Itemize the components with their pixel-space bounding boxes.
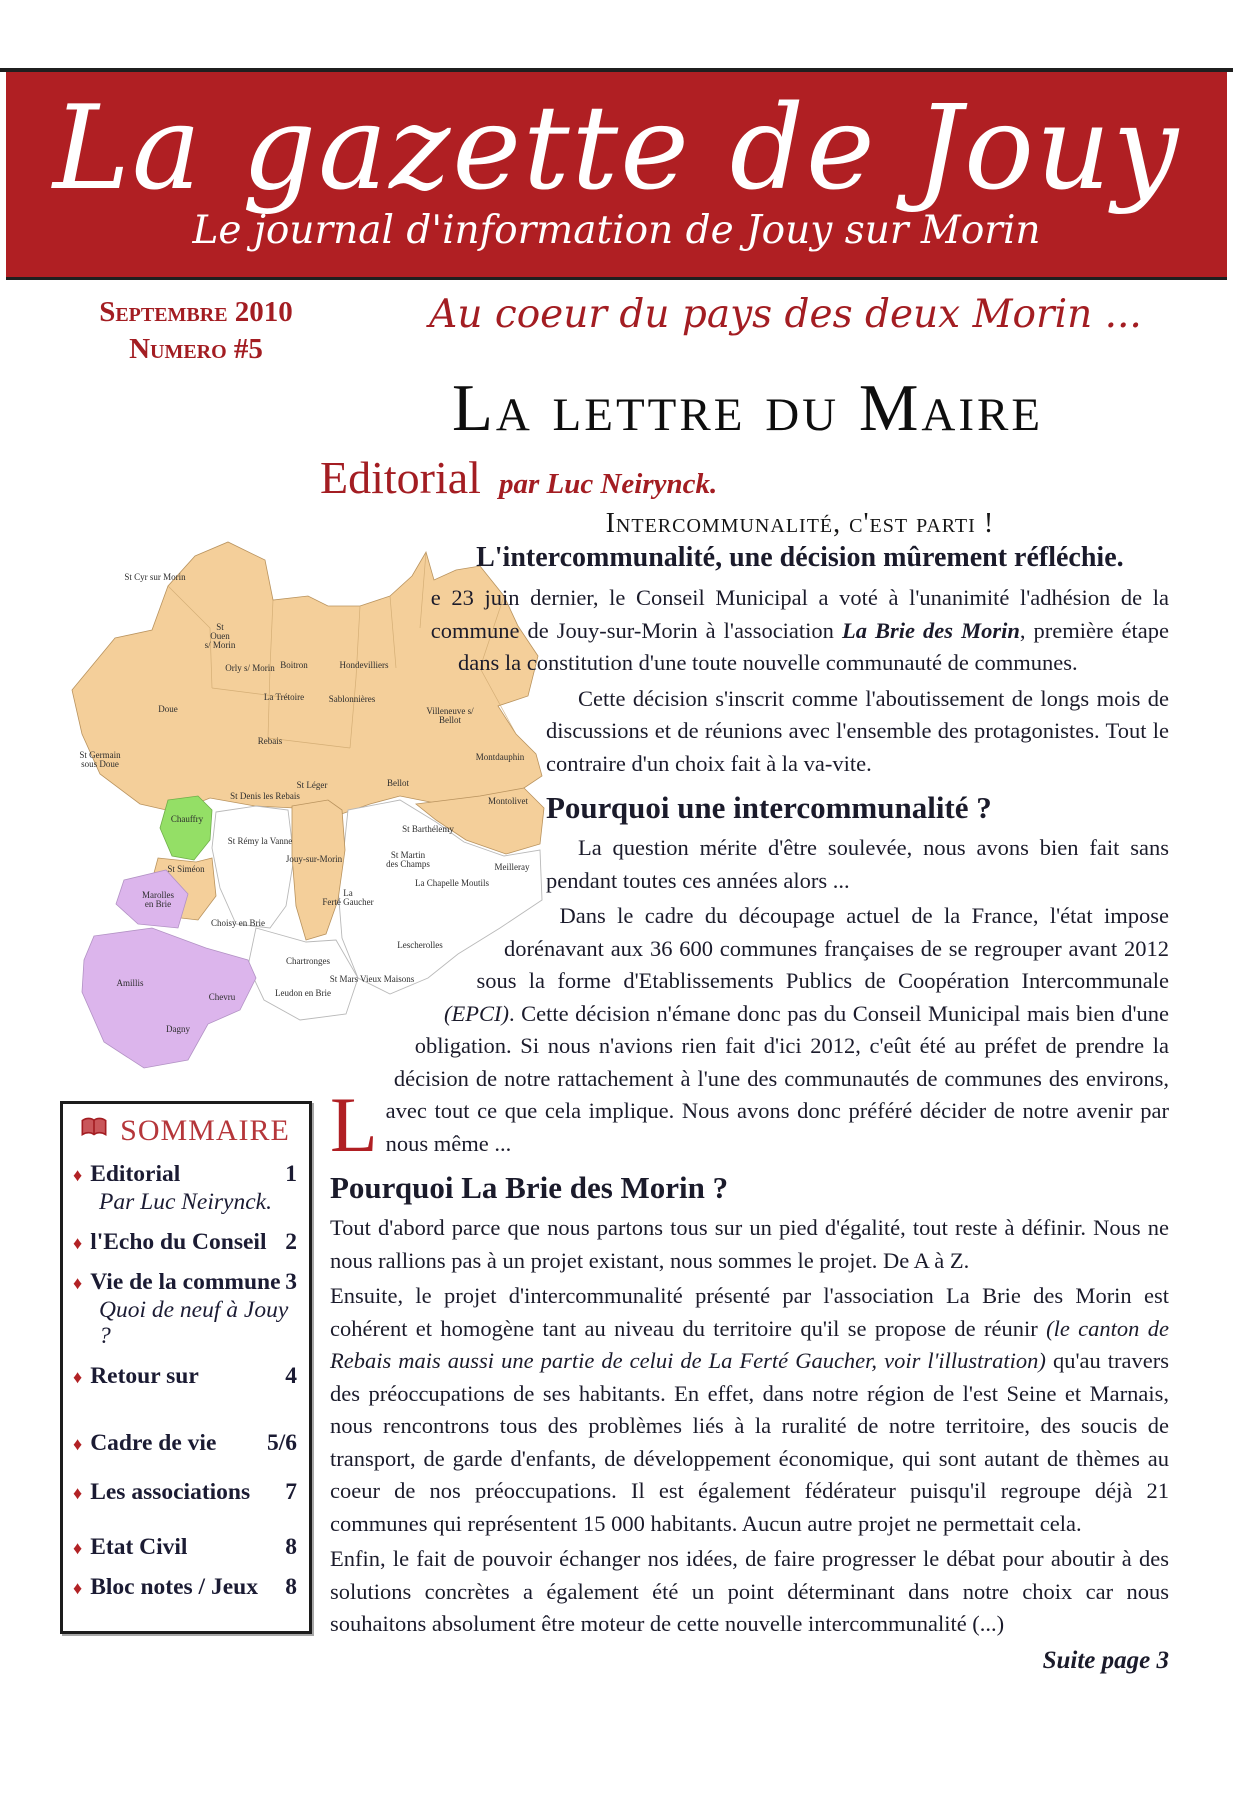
sommaire-item-label: l'Echo du Conseil <box>90 1229 267 1256</box>
sommaire-item[interactable] <box>73 1363 297 1390</box>
map-commune-label: Chauffry <box>170 814 204 825</box>
map-commune-label: Orly s/ Morin <box>225 663 275 674</box>
map-commune-label: St Mars Vieux Maisons <box>329 974 415 985</box>
map-region-jouy-sur-morin <box>292 800 345 940</box>
newspaper-title: La gazette de Jouy <box>52 81 1181 216</box>
article-h2: Pourquoi La Brie des Morin ? <box>330 1170 729 1206</box>
map-commune-label: St Martin des Champs <box>386 850 430 870</box>
sommaire-item[interactable] <box>73 1161 297 1188</box>
text-segment: Enfin, le fait de pouvoir échanger nos idées, de faire progresser le débat pour aboutir à des solutions concrètes a également été un point déterminant dans notre choix car nous souhaitons absolument être moteur de cette nouvelle intercommunalité (...) <box>330 1546 1169 1637</box>
sommaire-item-sub: Par Luc Neirynck. <box>99 1189 272 1216</box>
issue-block <box>62 294 330 369</box>
map-commune-label: La Chapelle Moutils <box>415 878 489 889</box>
map-region-st-remy <box>212 806 294 928</box>
article-h2: Pourquoi une intercommunalité ? <box>545 790 992 826</box>
diamond-bullet-icon: ♦ <box>73 1233 83 1254</box>
map-commune-label: Marolles en Brie <box>142 890 174 910</box>
map-commune-label: Doue <box>158 704 178 715</box>
sommaire-item-page: 3 <box>285 1269 297 1296</box>
map-commune-label: Hondevilliers <box>339 660 389 671</box>
sommaire-item-label: Cadre de vie <box>90 1429 217 1456</box>
editorial-header <box>320 451 1169 504</box>
text-segment: (EPCI) <box>444 1000 509 1026</box>
sommaire-item-label: Editorial <box>90 1161 181 1188</box>
text-segment: qu'au travers des préoccupations de ses habitants. En effet, dans notre région de l'est Seine et Marnais, nous rencontrons tous des problèmes liés à la ruralité de notre territoire, des soucis de transport, de garde d'enfants, de développement économique, qui sont autant de thèmes au coeur de nos préoccupations. Il est également fédérateur puisqu'il regroupe déjà 21 communes qui représentent 15 000 habitants. Aucun autre projet ne permettait cela. <box>330 1348 1169 1536</box>
editorial-heading: Editorial <box>320 452 481 504</box>
sommaire-items <box>73 1161 297 1601</box>
sommaire-item-label: Vie de la commune <box>90 1269 281 1296</box>
map-commune-label: Lescherolles <box>397 940 443 951</box>
sommaire-item-label: Retour sur <box>90 1362 199 1389</box>
map-commune-label: La Ferté Gaucher <box>322 888 374 908</box>
sommaire-item[interactable] <box>73 1430 297 1457</box>
text-segment: La Brie des Morin <box>841 617 1020 643</box>
diamond-bullet-icon: ♦ <box>73 1433 83 1454</box>
diamond-bullet-icon: ♦ <box>73 1273 83 1294</box>
sommaire-item-page: 5/6 <box>266 1429 297 1456</box>
article <box>60 451 1169 1675</box>
issue-row <box>0 280 1233 369</box>
sommaire-item[interactable] <box>73 1479 297 1506</box>
map-commune-label: Villeneuve s/ Bellot <box>426 706 474 726</box>
sommaire-header <box>73 1114 297 1148</box>
sommaire-item-page: 2 <box>285 1229 297 1256</box>
text-segment: . Cette décision n'émane donc pas du Conseil Municipal mais bien d'une obligation. Si nous n'avions rien fait d'ici 2012, c'eût été au préfet de prendre la décision de notre rattachement à l'une des communautés de communes des environs, avec tout ce que cela implique. Nous avons donc préféré décider de notre avenir par nous même ... <box>385 1000 1169 1156</box>
newspaper-subtitle: Le journal d'information de Jouy sur Morin <box>192 207 1041 253</box>
sommaire-item[interactable] <box>73 1229 297 1256</box>
article-kicker: Intercommunalité, c'est parti ! <box>605 508 995 540</box>
sommaire-item-page: 8 <box>285 1533 297 1560</box>
map-commune-label: St Cyr sur Morin <box>124 572 186 583</box>
map-commune-label: Bellot <box>387 778 409 789</box>
map-commune-label: St Rémy la Vanne <box>227 836 293 847</box>
sommaire-item-sub: Quoi de neuf à Jouy ? <box>99 1297 289 1349</box>
issue-date: Septembre 2010 <box>99 295 293 328</box>
sommaire-item-label: Les associations <box>90 1478 251 1505</box>
map-commune-label: St Germain sous Doue <box>79 750 121 770</box>
sommaire-box <box>60 1101 312 1634</box>
diamond-bullet-icon: ♦ <box>73 1577 83 1598</box>
diamond-bullet-icon: ♦ <box>73 1165 83 1186</box>
map-commune-label: St Léger <box>296 780 328 791</box>
text-segment: La question mérite d'être soulevée, nous avons bien fait sans pendant toutes ces années alors ... <box>545 835 1169 893</box>
diamond-bullet-icon: ♦ <box>73 1537 83 1558</box>
sommaire-item-page: 7 <box>285 1478 297 1505</box>
map-commune-label: Sablonnières <box>328 694 376 705</box>
sommaire-title: SOMMAIRE <box>120 1114 290 1148</box>
sommaire-item[interactable] <box>73 1534 297 1561</box>
text-segment: , première étape dans la constitution d'une toute nouvelle communauté de communes. <box>458 617 1169 676</box>
article-continuation: Suite page 3 <box>1042 1646 1169 1674</box>
issue-number: Numero #5 <box>129 333 263 366</box>
text-segment: (le canton de Rebais mais aussi une partie de celui de La Ferté Gaucher, voir l'illustration) <box>330 1315 1169 1374</box>
sommaire-item[interactable] <box>73 1574 297 1601</box>
book-icon <box>80 1117 108 1143</box>
map-commune-label: St Denis les Rebais <box>230 791 300 802</box>
map-region-chauffry <box>160 796 212 860</box>
map-commune-label: Chevru <box>208 992 236 1003</box>
map-commune-label: St Siméon <box>167 864 205 875</box>
map-commune-label: Montdauphin <box>475 752 525 763</box>
diamond-bullet-icon: ♦ <box>73 1366 83 1387</box>
text-segment: e 23 juin dernier, le Conseil Municipal a voté à l'unanimité l'adhésion de la commune de Jouy-sur-Morin à l'association <box>430 585 1169 643</box>
map-commune-label: Dagny <box>166 1024 190 1035</box>
sommaire-item-page: 8 <box>285 1573 297 1600</box>
map-commune-label: Boitron <box>280 660 308 671</box>
tagline: Au coeur du pays des deux Morin ... <box>429 291 1142 337</box>
text-segment: Tout d'abord parce que nous partons tous sur un pied d'égalité, tout reste à définir. Nous ne nous rallions pas à un projet existant, nous sommes le projet. De A à Z. <box>330 1215 1169 1273</box>
map-commune-label: Amillis <box>116 978 144 989</box>
page-title: La lettre du Maire <box>451 370 1044 445</box>
diamond-bullet-icon: ♦ <box>73 1482 83 1503</box>
map-commune-label: Rebais <box>257 736 283 747</box>
text-segment: Cette décision s'inscrit comme l'aboutissement de longs mois de discussions et de réunions avec l'ensemble des protagonistes. Tout le contraire d'un choix fait à la va-vite. <box>545 685 1169 776</box>
text-segment: Ensuite, le projet d'intercommunalité présenté par l'association La Brie des Morin est cohérent et homogène tant au niveau du territoire qu'il se propose de réunir <box>330 1283 1169 1341</box>
sommaire-item-page: 4 <box>285 1362 297 1389</box>
map-commune-label: Meilleray <box>494 862 530 873</box>
map-commune-label: Montolivet <box>488 796 528 807</box>
map-commune-label: Leudon en Brie <box>275 988 331 999</box>
article-headline: L'intercommunalité, une décision mûrement réfléchie. <box>476 542 1124 574</box>
sommaire-item[interactable] <box>73 1269 297 1296</box>
masthead-banner <box>6 72 1227 280</box>
map-commune-label: St Ouen s/ Morin <box>204 622 236 651</box>
text-segment: Dans le cadre du découpage actuel de la France, l'état impose dorénavant aux 36 600 communes françaises de se regrouper avant 2012 sous la forme d'Etablissements Publics de Coopération Intercommunale <box>476 903 1169 994</box>
sommaire-item-label: Bloc notes / Jeux <box>90 1573 258 1600</box>
map-commune-label: Jouy-sur-Morin <box>285 854 343 865</box>
map-commune-label: Chartronges <box>286 956 330 967</box>
map-commune-label: St Barthélemy <box>402 824 454 835</box>
sommaire-item-page: 1 <box>285 1161 297 1188</box>
dropcap: L <box>330 1081 378 1169</box>
map-commune-label: Choisy en Brie <box>211 918 265 929</box>
map-commune-label: La Trétoire <box>263 692 305 703</box>
sommaire-item-label: Etat Civil <box>90 1533 188 1560</box>
editorial-byline: par Luc Neirynck. <box>498 468 718 501</box>
